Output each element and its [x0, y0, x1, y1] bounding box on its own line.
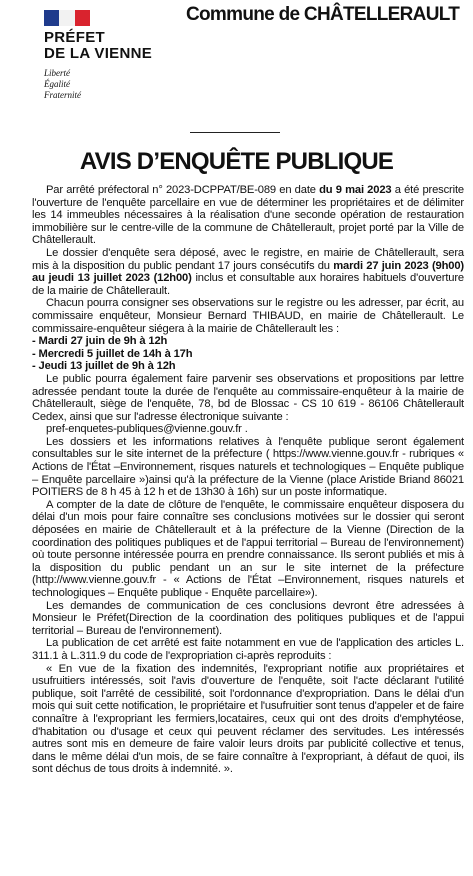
- header: [0, 0, 473, 118]
- paragraph-cloture: A compter de la date de clôture de l'enquête, le commissaire enquêteur disposera du délai d'un mois pour faire connaître ses conclusions motivées sur le dossier qui seront déposées en mairie de Châtellerault et à la préfecture de la Vienne (Direction de la coordination des politiques publiques et de l'appui territorial – Bureau de l'environnement) où toute personne intéressée pourra en prendre connaissance. Ils seront publiés et mis à la disposition du public pendant un an sur le site internet de la préfecture (http://www.vienne.gouv.fr - « Actions de l'État –Environnement, risques naturels et technologiques – Enquête publique - Enquête parcellaire»).: [32, 498, 464, 599]
- p2-period: mardi 27 juin 2023 (9h00) au jeudi 13 juillet 2023 (12h00): [32, 259, 464, 285]
- paragraph-publication: La publication de cet arrêté est faite notamment en vue de l'application des articles L. 311.1 à L.311.9 du code de l'expropriation ci-après reproduits :: [32, 637, 464, 662]
- motto-fraternite: Fraternité: [44, 90, 81, 100]
- paragraph-code-extract: « En vue de la fixation des indemnités, l'expropriant notifie aux propriétaires et usufruitiers intéressés, soit l'avis d'ouverture de l'enquête, soit l'acte déclarant l'utilité publique, soit l'arrêté de cessibilité, soit l'ordonnance d'expropriation. Dans le délai d'un mois qui suit cette notification, le propriétaire et l'usufruitier sont tenus d'appeler et de faire connaître à l'expropriant les fermiers,locataires, ceux qui ont des droits d'emphytéose, d'habitation ou d'usage et ceux qui peuvent réclamer des servitudes. Les intéressés autres sont mis en demeure de faire valoir leurs droits par publicité collective et tenus, dans le même délai d'un mois, de se faire connaître à l'expropriant, à défaut de quoi, ils sont déchus de tous droits à indemnité. ».: [32, 662, 464, 776]
- divider: [190, 132, 280, 133]
- date-item: - Mardi 27 juin de 9h à 12h: [32, 335, 168, 348]
- paragraph-dossier: [32, 247, 464, 297]
- p1-date: du 9 mai 2023: [319, 184, 392, 196]
- date-item: - Jeudi 13 juillet de 9h à 12h: [32, 360, 176, 373]
- p2-text-c: inclus et consultable aux horaires habituels d'ouverture de la mairie de Châtellerault.: [32, 272, 464, 297]
- prefet-line1: PRÉFET: [44, 29, 105, 46]
- commune-heading: Commune de CHÂTELLERAULT: [186, 4, 460, 25]
- p2-text-a: Le dossier d'enquête sera déposé, avec le registre, en mairie de Châtellerault, sera mis à la disposition du public pendant 17 jours consécutifs du: [32, 246, 464, 272]
- paragraph-arrete: [32, 184, 464, 247]
- date-item: - Mercredi 5 juillet de 14h à 17h: [32, 347, 193, 360]
- paragraph-courrier: Le public pourra également faire parvenir ses observations et propositions par lettre adressée pendant toute la durée de l'enquête au commissaire-enquêteur à la mairie de Châtellerault, siège de l'enquête, 78, bd de Blossac - CS 10 619 - 86106 Châtellerault Cedex, ainsi que sur l'adresse électronique suivante :: [32, 372, 464, 423]
- p1-text-a: Par arrêté préfectoral n° 2023-DCPPAT/BE-089 en date: [46, 184, 320, 196]
- motto-liberte: Liberté: [44, 68, 70, 78]
- marianne-logo: [44, 10, 90, 26]
- prefet-line2: DE LA VIENNE: [44, 45, 153, 62]
- motto: [44, 68, 81, 101]
- paragraph-demandes: Les demandes de communication de ces conclusions devront être adressées à Monsieur le Préfet(Direction de la coordination des politiques publiques et de l'appui territorial – Bureau de l'environnement).: [32, 599, 464, 637]
- motto-egalite: Égalité: [44, 79, 70, 89]
- email-address[interactable]: pref-enquetes-publiques@vienne.gouv.fr .: [46, 423, 248, 436]
- page-title: AVIS D’ENQUÊTE PUBLIQUE: [79, 148, 394, 175]
- prefecture-name: [44, 30, 152, 62]
- permanence-dates: [32, 335, 464, 373]
- paragraph-internet: Les dossiers et les informations relatives à l'enquête publique seront également consultables sur le site internet de la préfecture ( https://www.vienne.gouv.fr - rubriques « Actions de l'État –Environnement, risques naturels et technologiques – Enquête publique – Enquête parcellaire »)ainsi qu'à la préfecture de la Vienne (place Aristide Briand 86021 POITIERS de 8 h 45 à 12 h et de 13h30 à 16h) sur un poste informatique.: [32, 435, 464, 499]
- paragraph-observations: Chacun pourra consigner ses observations sur le registre ou les adresser, par écrit, au commissaire enquêteur, Monsieur Bernard THIBAUD, en mairie de Châtellerault. Le commissaire-enquêteur siégera à la mairie de Châtellerault les :: [32, 297, 464, 335]
- p1-text-c: a été prescrite l'ouverture de l'enquête parcellaire en vue de déterminer les propriétaires et de délimiter les 14 immeubles nécessaires à la réalisation d'une seconde opération de restauration immobilière sur le centre-ville de la commune de Châtellerault, projet porté par la Ville de Châtellerault.: [32, 184, 465, 247]
- notice-body: [32, 184, 464, 776]
